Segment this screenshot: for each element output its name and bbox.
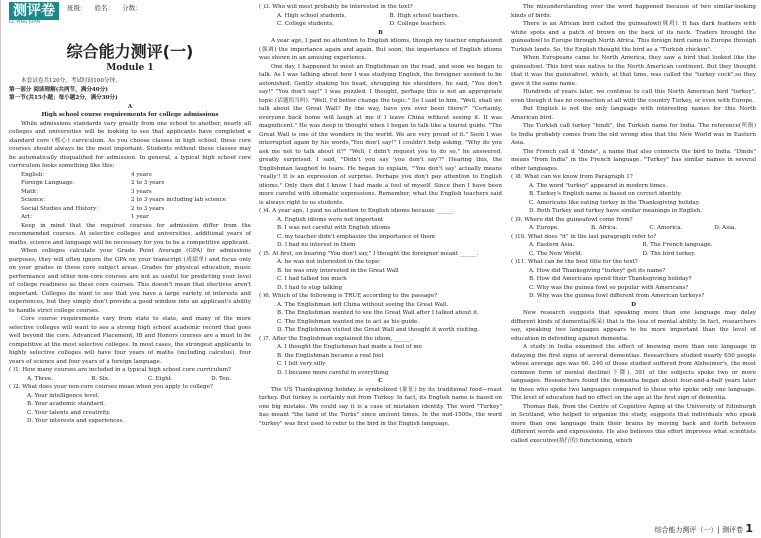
option[interactable]: B. Africa.: [590, 225, 618, 231]
option[interactable]: A. The word "turkey" appeared in modern times.: [529, 182, 668, 189]
option[interactable]: D. The Englishman visited the Great Wall and thought it worth visiting.: [277, 327, 480, 333]
passage-a-title: High school course requirements for college admissions: [41, 112, 219, 118]
passage-c-label: C: [378, 378, 383, 384]
question-2: [9, 383, 251, 426]
option[interactable]: B. Six.: [91, 375, 110, 382]
question-stem: ( )1. How many courses are included in a typical high school core curriculum?: [9, 367, 232, 373]
table-cell: 2 to 3 years: [131, 180, 165, 186]
question-stem: ( )5. At first, on hearing "You don't say," I thought the foreigner meant ______.: [259, 250, 479, 257]
passage-d-p2: A study in India examined the effect of knowing more than one language in delaying the first signs of several dementias. Researchers studied nearly 650 people whose average age was 66. 240 of those studied suffered from Alzheimer's, the most common form of mental decline(下降). 391 of the subjects spoke two or more languages. Researchers found the dementia began about four-and-a-half years later in those who spoke two languages compared to those who spoke only one language. The level of education had no effect on the age at the first sign of dementia.: [511, 344, 756, 401]
option[interactable]: B. I was not careful with English idioms: [277, 225, 391, 231]
passage-a-p3: When colleges calculate your Grade Point Average (GPA) for admissions purposes, they will often ignore the GPA on your transcript (成绩单) and focus only on your grades in these core subject areas. Grades for physical education, music performance and other non-core courses are not as useful for predicting your level of college readiness as these core courses. This doesn't mean that electives aren't important. Colleges do want to see that you have a large variety of interests and experiences, but they simply don't provide a good window into an applicant's ability to handle strict college courses.: [9, 248, 251, 314]
question-7: [259, 335, 502, 378]
option[interactable]: B. High school teachers.: [389, 12, 459, 19]
option[interactable]: A. The Englishman left China without seeing the Great Wall.: [277, 301, 449, 308]
option[interactable]: A. Europe.: [529, 225, 559, 231]
option[interactable]: B. Your academic standard.: [27, 401, 105, 407]
table-cell: 2 to 3 years including lab science: [131, 197, 227, 203]
question-4: [259, 207, 502, 250]
option[interactable]: C. America.: [649, 225, 683, 231]
page-footer: [654, 521, 753, 535]
passage-b-p2: One day, I happened to meet an Englishman on the road, and soon we began to talk. As I was talking about how I was studying English, the foreigner seemed to be astonished. Gently shaking his head, shrugging his shoulders, he said, "You don't say!" "You don't say!" I was puzzled. I thought, perhaps this is not an appropriate topic (话题恰当吗). "Well, I'd better change the topic." So I said to him, "Well, shall we talk about the Great Wall? By the way, have you ever been there?" "Certainly, everyone back home will laugh at me if I leave China without seeing it. It was magnificent." He was deep in thought when I began to talk like a tourist guide. "The Great Wall is one of the wonders in the world. We are very proud of it." Soon I was interrupted again by his words,"You don't say!" I couldn't help asking, "Why do you ask me not to talk about it?" "Well, I didn't request you to do so," he answered, greatly surprised. I said, "Didn't you say 'you don't say'?" Hearing this, the Englishman laughed to tears. He began to explain, "'You don't say' actually means 'really'! It is an expression of surprise. Perhaps you don't pay attention to English idioms." Only then did I know I had made a fool of myself. Since then I have been more careful with idiomatic expressions. Remember, what the English teachers said is always right to us students.: [259, 63, 502, 206]
question-10: [511, 233, 756, 259]
table-cell: Art：: [21, 214, 36, 220]
option[interactable]: D. Why was the guinea fowl different from American turkeys?: [529, 293, 705, 299]
passage-a-p1: While admissions standards vary greatly from one school to another, nearly all colleges and universities will be looking to see that applicants have completed a standard core (核心) curriculum. As you choose classes in high school, these core courses should always be the most important. Students without these classes may be automatically disqualified for admission. In general, a typical high school core curriculum looks something like this:: [9, 120, 251, 169]
passage-c-p1: The US Thanksgiving holiday is symbolized (象征) by its traditional food—roast turkey. But turkey is certainly not from Turkey. In fact, its English name is based on one big mistake. We could say it is a case of mistaken identity. The word "Turkey" has meant "the land of the Turks" since ancient times. In the mid-1500s, the word "turkey" was first used to refer to the bird in the English language.: [259, 386, 502, 427]
option[interactable]: C. The New World.: [529, 250, 583, 257]
option[interactable]: C. College students.: [277, 21, 334, 27]
option[interactable]: D. I had to stop talking: [277, 284, 343, 291]
option[interactable]: A. Three.: [27, 375, 54, 382]
question-9: [511, 216, 756, 233]
option[interactable]: B. the Englishman became a real fool: [277, 352, 384, 359]
passage-c-p3: There is an African bird called the guineafowl(珠鸡). It has dark feathers with white spots and a patch of brown on the back of its neck. Traders brought the guineafowl to Europe through North Africa. This foreign bird came to Europe through Turkish lands. So, the English thought the bird as a "Turkish chicken".: [511, 21, 756, 53]
student-info-fields: [67, 4, 148, 13]
question-1: [9, 366, 251, 383]
option[interactable]: A. Eastern Asia.: [529, 242, 575, 248]
logo-subtitle: CE PING JUAN: [9, 20, 40, 25]
passage-c-p2: The misunderstanding over the word happened because of two similar-looking kinds of birds.: [511, 4, 756, 19]
passage-b-label: B: [378, 29, 383, 36]
name-field[interactable]: 姓名：: [94, 4, 115, 12]
option[interactable]: A. I thought the Englishman had made a fool of me: [277, 344, 422, 350]
passage-c-p5: Hundreds of years later, we continue to call this North American bird "turkey", even though it has no connection at all with the country Turkey, or even with Europe.: [511, 89, 756, 104]
question-6: [259, 292, 502, 335]
question-3: [259, 3, 502, 29]
option[interactable]: D. Your interests and experiences.: [27, 418, 125, 424]
option[interactable]: B. How did Americans spend their Thanksgiving holiday?: [529, 276, 692, 282]
passage-c-p6: But English is not the only language with interesting names for this North American bird.: [511, 106, 756, 121]
option[interactable]: A. Your intelligence level.: [27, 392, 100, 399]
passage-a-label: A: [127, 103, 133, 110]
option[interactable]: C. The Englishman wanted me to act as his guide.: [277, 318, 419, 325]
question-stem: ( )9. Where did the guineafowl come from?: [511, 216, 633, 223]
option[interactable]: B. Turkey's English name is based on correct identity.: [529, 191, 682, 197]
option[interactable]: C. I had talked too much: [277, 276, 347, 282]
passage-a-p4: Core course requirements vary from state to state, and many of the more selective colleges will want to see a strong high school academic record that goes well beyond the core. Advanced Placement, IB and Honors courses are a must to be competitive at the most selective colleges. In most cases, the strongest applicants to highly selective colleges will have four years of maths (including calculus), four years of science and four years of a foreign language.: [9, 316, 251, 365]
column-middle: [259, 3, 502, 428]
class-field[interactable]: 班级：: [67, 4, 87, 12]
passage-c-p7: The Turkish call turkey "hindi", the Turkish name for India. The reference(所指) to India probably comes from the old wrong idea that the New World was in Eastern Asia.: [511, 123, 756, 146]
option[interactable]: C. Americans like eating turkey in the Thanksgiving holiday.: [529, 199, 700, 206]
question-8: [511, 173, 756, 216]
table-cell: 3 years: [131, 188, 152, 195]
option[interactable]: C. my teacher didn't emphasize the importance of them: [277, 233, 435, 240]
question-stem: ( )4. A year ago, I paid no attention to English idioms because ______.: [259, 208, 455, 214]
option[interactable]: D. I had no interest in them: [277, 242, 356, 248]
passage-d-p1: New research suggests that speaking more than one language may delay different kinds of dementia(痴呆) that is the loss of mental ability. In fact, researchers say, speaking two languages appears to be more important than the level of education in defending against dementia.: [511, 310, 756, 342]
question-stem: ( )8. What can we know from Paragraph 1?: [511, 174, 633, 180]
passage-a-p2: Keep in mind that the required courses for admission differ from the recommended courses. At selective colleges and universities, additional years of maths, science and language will be necessary for you to be a competitive applicant.: [9, 222, 251, 246]
score-field[interactable]: 分数：: [122, 4, 142, 12]
question-stem: ( )2. What does your non-core courses mean when you apply to college?: [9, 384, 214, 390]
question-stem: ( )7. After the Englishman explained the idiom, ______.: [259, 335, 413, 342]
option[interactable]: D. Ten.: [211, 375, 231, 382]
table-cell: English：: [21, 171, 48, 178]
option[interactable]: D. I became more careful in everything: [277, 369, 389, 376]
option[interactable]: D. Asia.: [714, 225, 736, 231]
footer-label: 综合能力测评（一）| 测评卷: [654, 525, 744, 534]
option[interactable]: D. The bird turkey.: [642, 250, 696, 257]
option[interactable]: D. Both Turkey and turkey have similar meanings in English.: [529, 208, 703, 214]
question-stem: ( )11. What can be the best title for the text?: [511, 259, 638, 265]
column-left: [9, 3, 251, 426]
option[interactable]: C. Why was the guinea fowl so popular with Americans?: [529, 284, 689, 291]
option[interactable]: C. I felt very silly: [277, 361, 326, 367]
option[interactable]: A. he was not interested in the topic: [277, 259, 381, 265]
passage-c-p4: When Europeans came to North America, they saw a bird that looked like the guineafowl. This bird was native to the North American continent. But they thought that it was the guineafowl, which, at that time, was called the "turkey cock",so they gave it the same name.: [511, 55, 756, 87]
question-stem: ( )6. Which of the following is TRUE according to the passage?: [259, 293, 438, 299]
passage-b-p1: A year ago, I paid no attention to English idioms, though my teacher emphasized (强调) the importance again and again. But soon, the importance of English idioms was shown in an amusing experience.: [259, 38, 502, 61]
section-heading: 第一节(共15小题；每小题2分，满分30分): [9, 95, 118, 101]
column-right: [511, 3, 756, 445]
question-11: [511, 258, 756, 301]
table-cell: Science：: [21, 197, 49, 203]
option[interactable]: C. Eight.: [148, 375, 173, 382]
part-heading: 第一部分 阅读理解(共两节，满分40分): [9, 86, 108, 93]
option[interactable]: A. High school students.: [277, 12, 347, 19]
table-cell: 2 to 3 years: [131, 205, 165, 212]
option[interactable]: D. College teachers.: [389, 21, 447, 27]
passage-d-p3: Thomas Bak, from the Centre of Cognitive Aging at the University of Edinburgh in Scotland, who helped to organize the study, suggests that individuals who speak more than one language train their brains by moving back and forth between different words and expressions. He also believes this effort improves what scientists called executive(执行的) functioning, which: [511, 403, 756, 444]
page-number: 1: [745, 521, 753, 535]
table-cell: 1 year: [131, 214, 149, 220]
logo: [9, 2, 59, 26]
option[interactable]: B. he was only interested in the Great Wall: [277, 267, 399, 274]
core-curriculum-table: [9, 171, 251, 222]
question-stem: ( )10. What does "it" in the last paragraph refer to?: [511, 233, 657, 240]
option[interactable]: C. Your talents and creativity.: [27, 409, 111, 416]
question-5: [259, 250, 502, 293]
option[interactable]: A. How did Thanksgiving "turkey" get its name?: [529, 267, 666, 274]
table-cell: Foreign Language：: [21, 180, 79, 186]
exam-intro: 本套试卷共120分，考试时间100分钟。: [21, 78, 121, 84]
passage-c-p8: The French call it "dinde", a name that also connects the bird to India. "Dinde" means "from India" in the French language. "Turkey" has similar names in several other languages.: [511, 148, 756, 172]
option[interactable]: A. English idioms were not important: [277, 216, 384, 223]
question-stem: ( )3. Who will most probably be interested in the text?: [259, 4, 413, 10]
table-cell: 4 years: [131, 171, 152, 178]
page-title: 综合能力测评(一): [66, 42, 194, 61]
module-title: Module 1: [106, 63, 154, 73]
passage-d-label: D: [631, 301, 636, 308]
table-cell: Math：: [21, 188, 42, 195]
option[interactable]: B. The Englishman wanted to see the Great Wall after I talked about it.: [277, 310, 479, 316]
logo-text: 测评卷: [9, 2, 59, 20]
table-cell: Social Studies and History：: [21, 205, 102, 212]
option[interactable]: B. The French language.: [642, 242, 713, 248]
